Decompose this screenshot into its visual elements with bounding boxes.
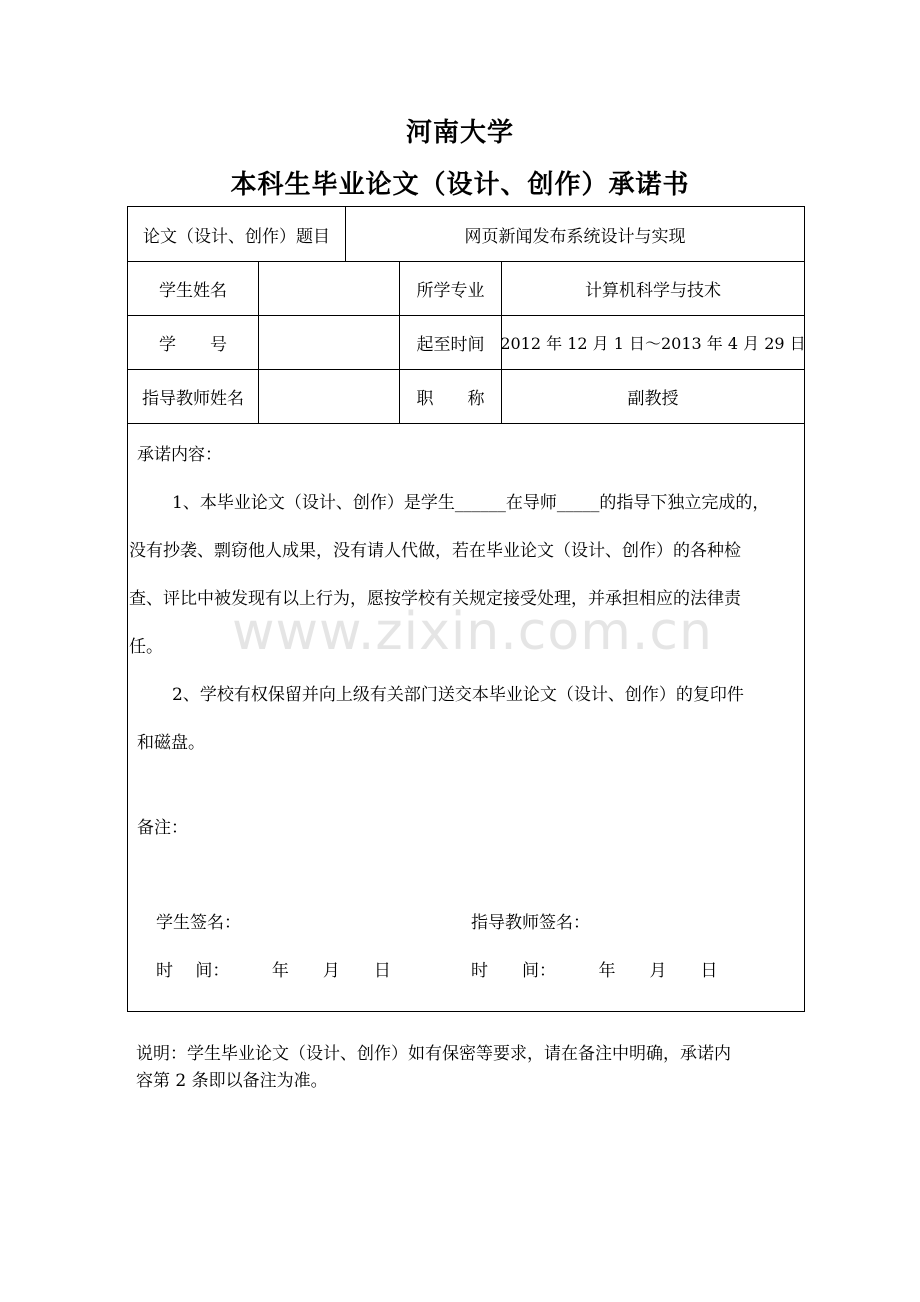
advisor-value — [259, 369, 399, 423]
commitment-p1-line3: 查、评比中被发现有以上行为，愿按学校有关规定接受处理，并承担相应的法律责 — [129, 589, 741, 609]
student-id-value — [259, 315, 399, 369]
period-value: 2012 年 12 月 1 日～2013 年 4 月 29 日 — [500, 333, 806, 353]
advisor-date-line: 时 间： 年 月 日 — [471, 961, 718, 981]
student-name-label: 学生姓名 — [159, 280, 227, 301]
rank-label: 职 称 — [416, 388, 485, 409]
remark-label: 备注： — [137, 818, 188, 838]
student-date-line: 时 间： 年 月 日 — [156, 961, 391, 981]
commitment-p1-line2: 没有抄袭、剽窃他人成果，没有请人代做，若在毕业论文（设计、创作）的各种检 — [129, 541, 741, 561]
major-label: 所学专业 — [416, 280, 485, 301]
watermark: www.zixin.com.cn — [232, 602, 713, 662]
topic-label: 论文（设计、创作）题目 — [143, 226, 330, 247]
university-title: 河南大学 — [405, 118, 514, 148]
student-signature-label: 学生签名： — [156, 913, 241, 933]
major-value: 计算机科学与技术 — [585, 280, 721, 301]
rank-value: 副教授 — [627, 388, 679, 409]
topic-value: 网页新闻发布系统设计与实现 — [464, 226, 686, 247]
commitment-p1-line4: 任。 — [129, 637, 163, 657]
commitment-p2-line2: 和磁盘。 — [137, 733, 205, 753]
period-label: 起至时间 — [416, 334, 485, 355]
footnote-line1: 说明：学生毕业论文（设计、创作）如有保密等要求，请在备注中明确，承诺内 — [136, 1044, 731, 1064]
commitment-heading: 承诺内容： — [137, 445, 222, 465]
advisor-label: 指导教师姓名 — [142, 388, 244, 409]
commitment-p1-line1: 1、本毕业论文（设计、创作）是学生______在导师_____的指导下独立完成的， — [172, 493, 770, 513]
advisor-signature-label: 指导教师签名： — [471, 913, 590, 933]
commitment-p2-line1: 2、学校有权保留并向上级有关部门送交本毕业论文（设计、创作）的复印件 — [172, 685, 744, 705]
student-name-value — [259, 261, 399, 315]
row-divider — [128, 423, 804, 424]
document-title: 本科生毕业论文（设计、创作）承诺书 — [230, 170, 690, 200]
footnote-line2: 容第 2 条即以备注为准。 — [136, 1071, 328, 1091]
student-id-label: 学 号 — [159, 334, 227, 355]
